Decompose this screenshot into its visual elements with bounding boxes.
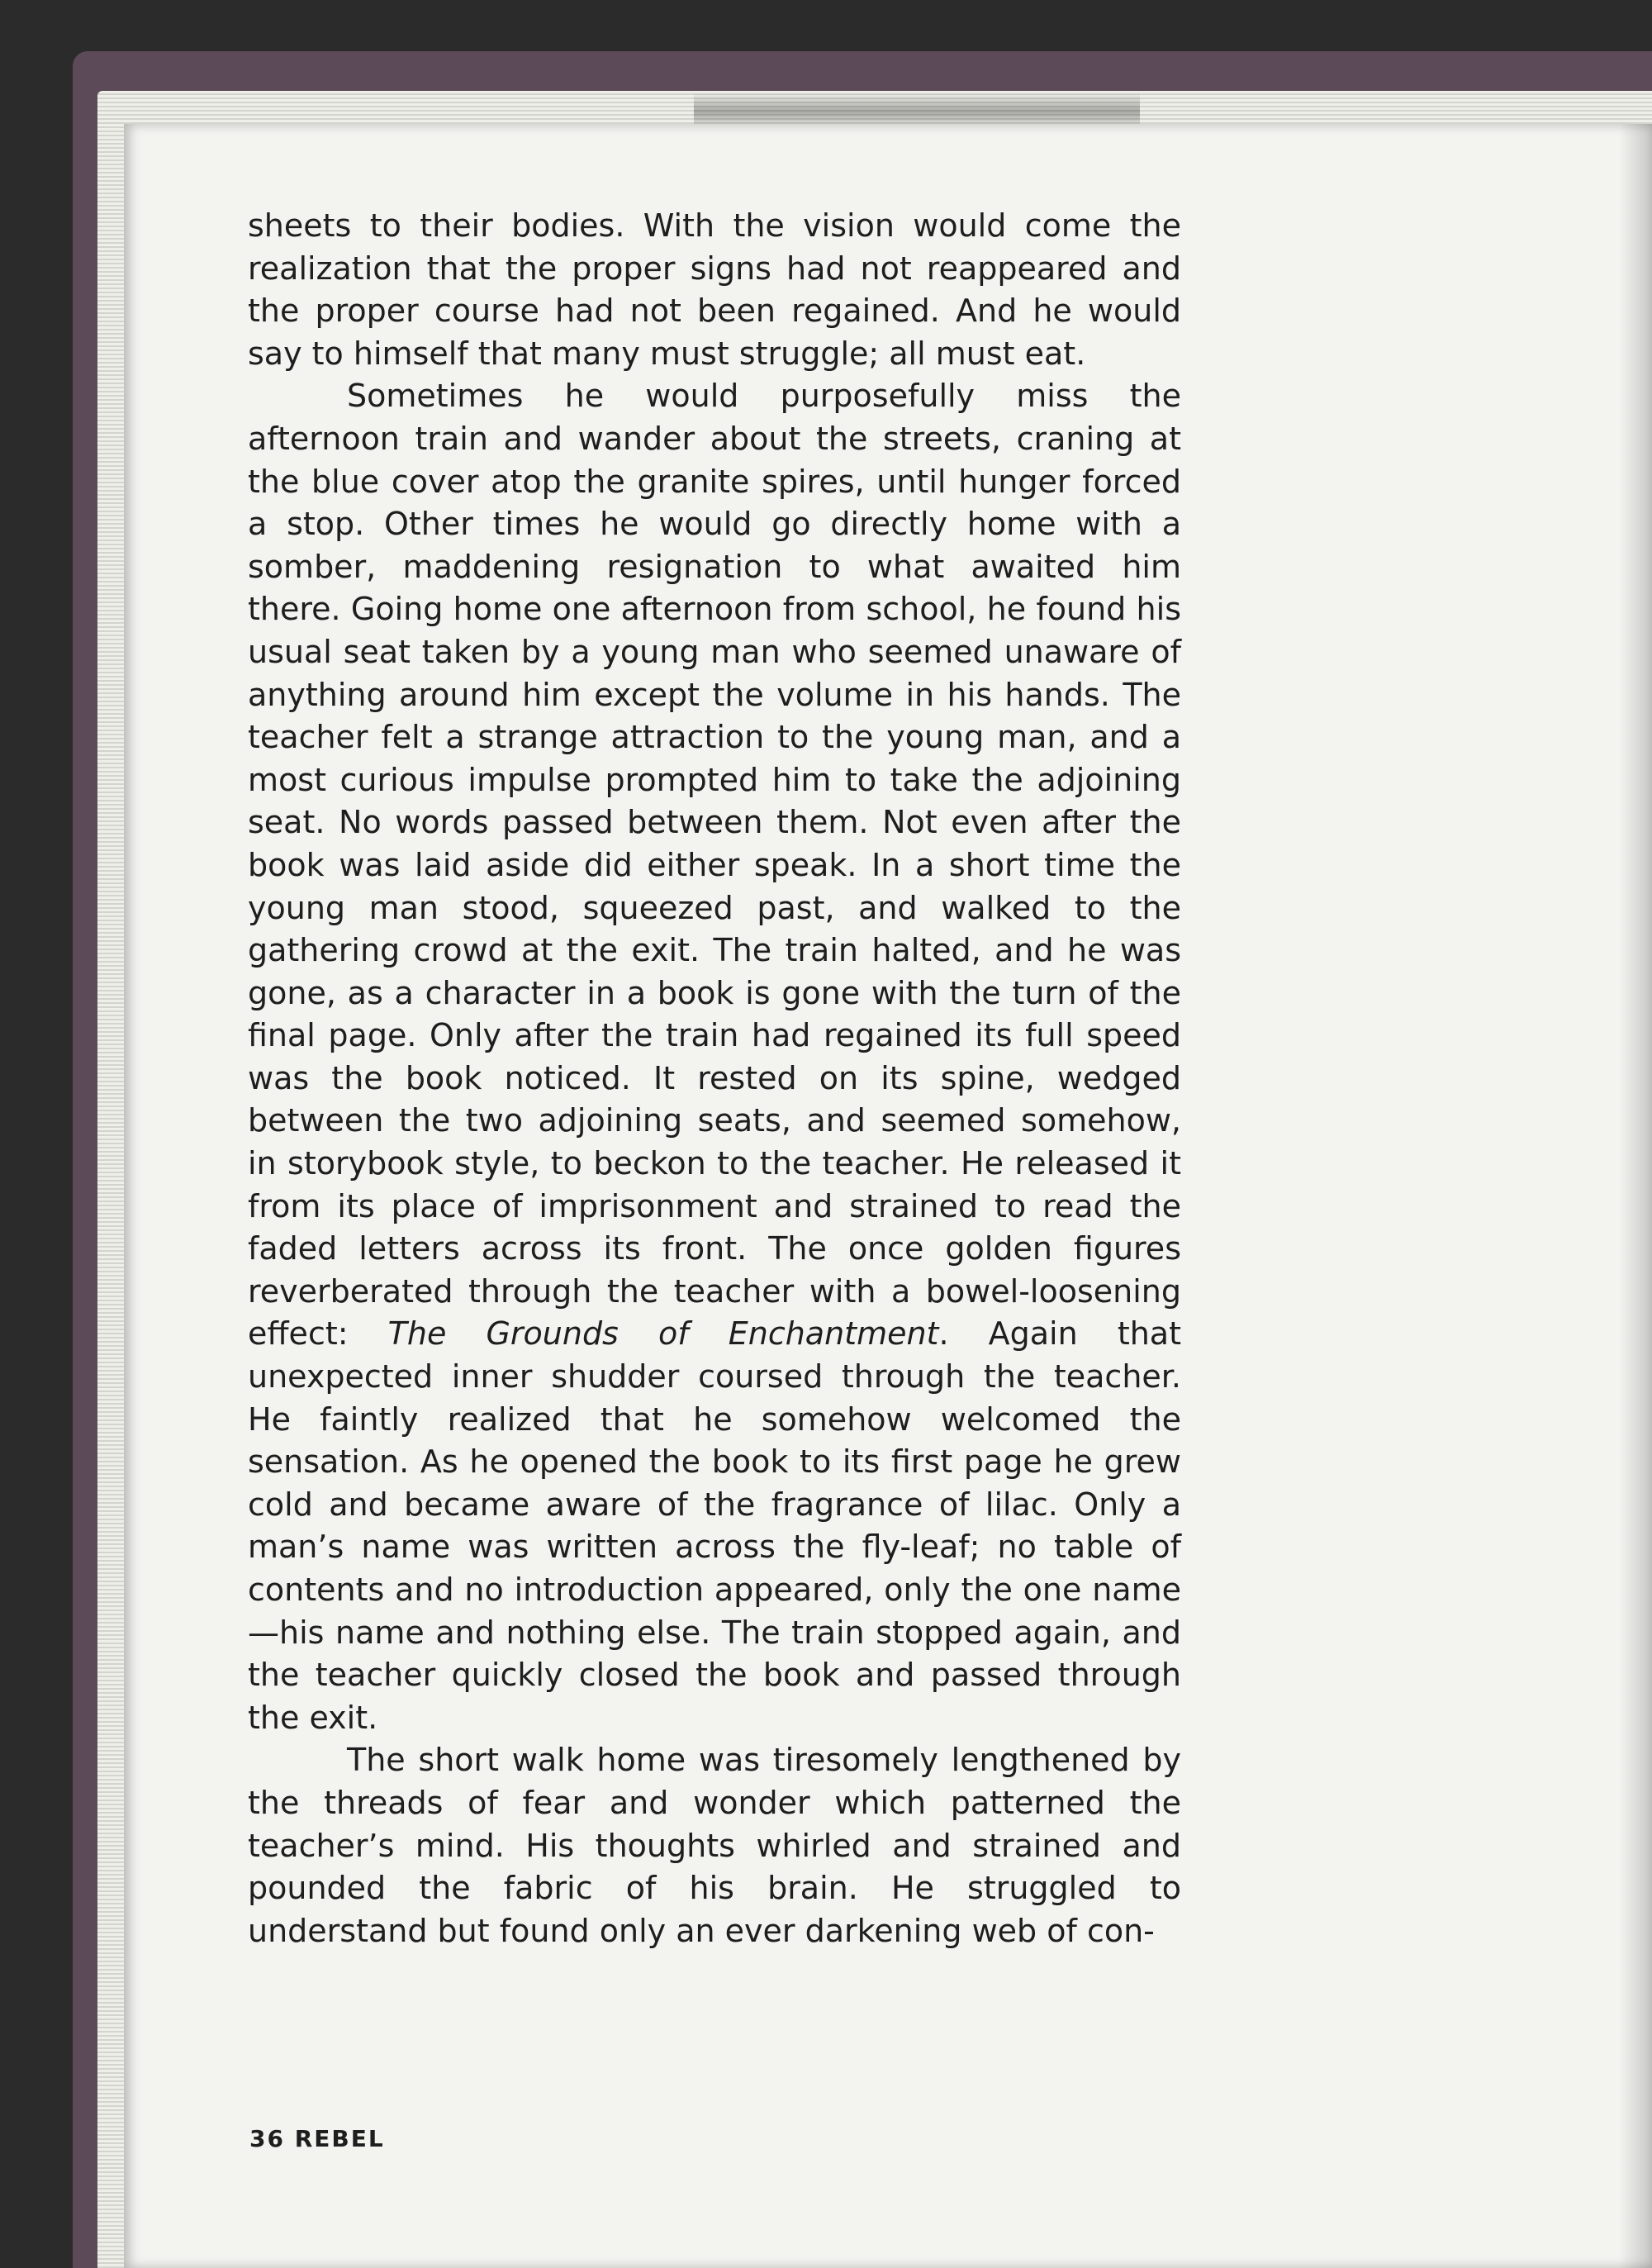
page-folio: 36 REBEL — [249, 2125, 385, 2152]
paragraph-2-text-after-title: . Again that unexpected inner shudder coursed through the teacher. He faintly realized that he somehow welcomed the sensation. As he opened the book to its first page he grew cold and became aware of the fragrance of lilac. Only a man’s name was written across the fly-leaf; no table of contents and no introduction appeared, only the one name—his name and nothing else. The train stopped again, and the teacher quickly closed the book and passed through the exit. — [248, 1315, 1181, 1736]
body-text — [248, 205, 1181, 1952]
paragraph-2-text-before-title: Sometimes he would purposefully miss the afternoon train and wander about the streets, craning at the blue cover atop the granite spires, until hunger forced a stop. Other times he would go directly home with a somber, maddening resignation to what awaited him there. Going home one afternoon from school, he found his usual seat taken by a young man who seemed unaware of anything around him except the volume in his hands. The teacher felt a strange attraction to the young man, and a most curious impulse prompted him to take the adjoining seat. No words passed between them. Not even after the book was laid aside did either speak. In a short time the young man stood, squeezed past, and walked to the gathering crowd at the exit. The train halted, and he was gone, as a character in a book is gone with the turn of the final page. Only after the train had regained its full speed was the book noticed. It rested on its spine, wedged between the two adjoining seats, and seemed somehow, in storybook style, to beckon to the teacher. He released it from its place of imprisonment and strained to read the faded letters across its front. The once golden figures reverberated through the teacher with a bowel-loosening effect: — [248, 378, 1181, 1353]
paragraph-2 — [248, 375, 1181, 1739]
book-title-italic: The Grounds of Enchantment — [387, 1315, 939, 1353]
page-gutter-shadow — [1619, 124, 1652, 2268]
paragraph-1: sheets to their bodies. With the vision would come the realization that the proper signs had not reappeared and the proper course had not been regained. And he would say to himself that many must struggle; all must eat. — [248, 207, 1181, 372]
paragraph-3: The short walk home was tiresomely lengthened by the threads of fear and wonder which patterned the teacher’s mind. His thoughts whirled and strained and pounded the fabric of his brain. He struggled to understand but found only an ever darkening web of con- — [248, 1742, 1181, 1949]
